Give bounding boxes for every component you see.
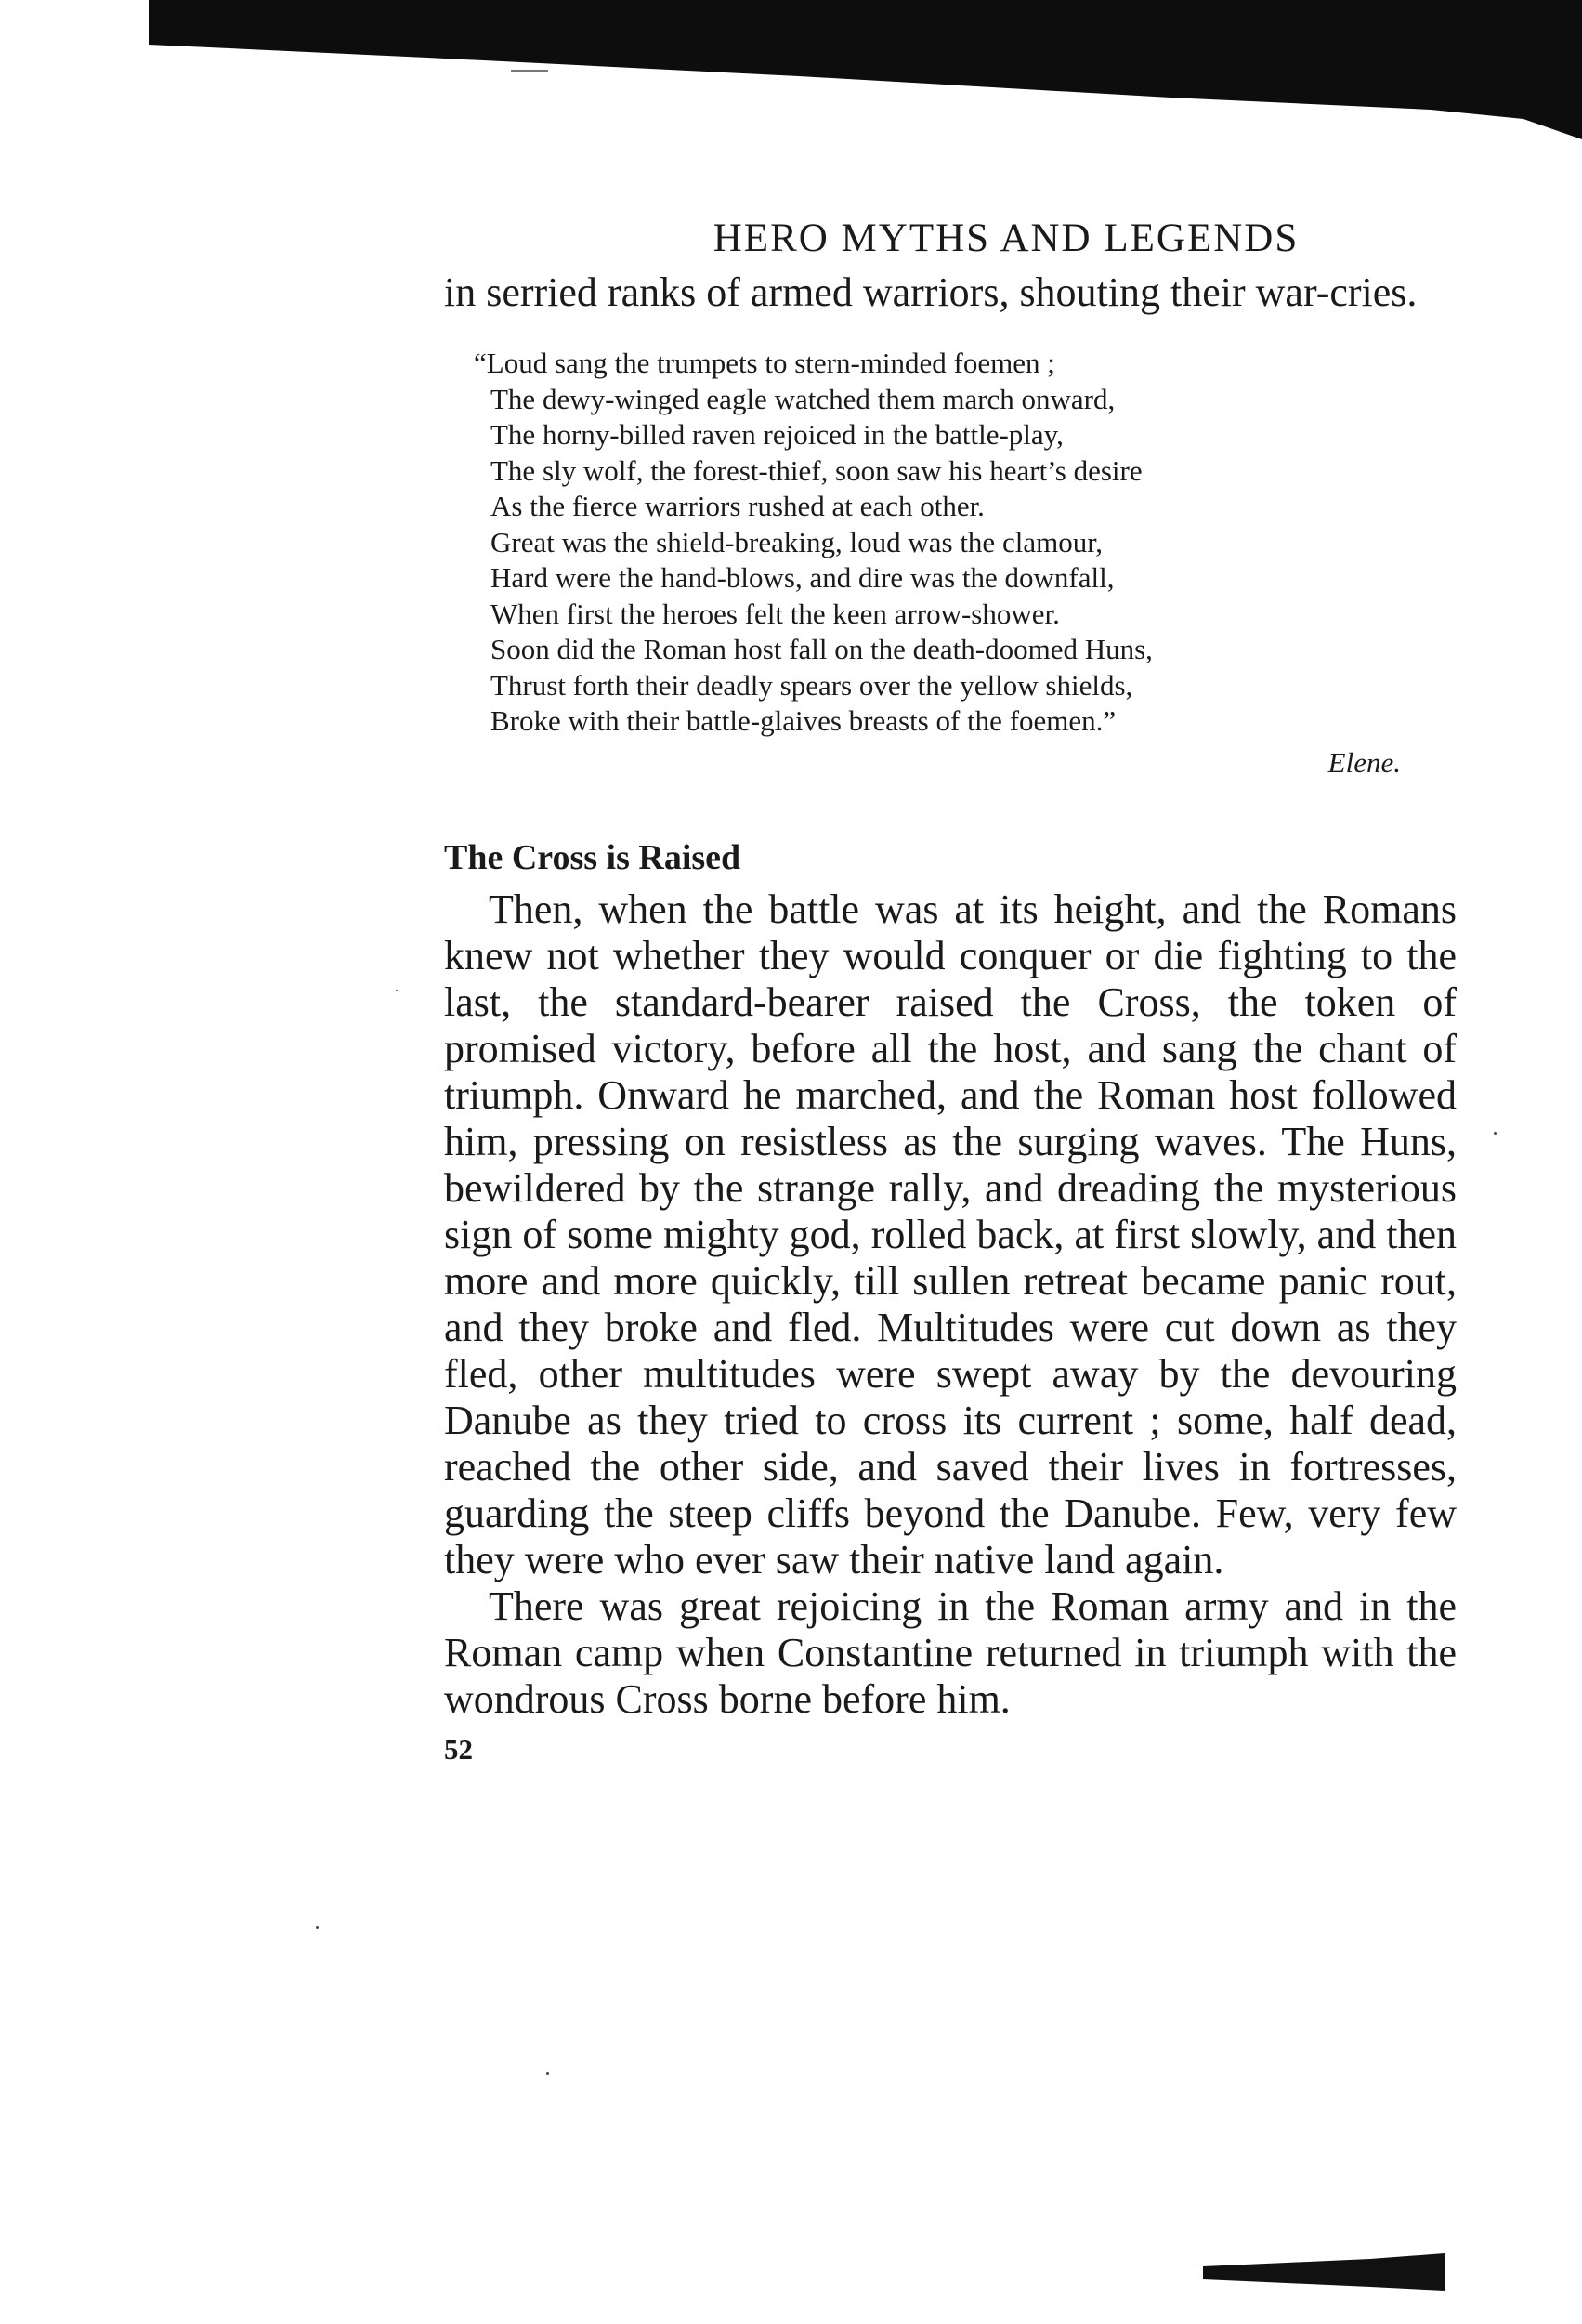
running-head: HERO MYTHS AND LEGENDS: [713, 217, 1300, 260]
scan-speck: [546, 2072, 549, 2075]
verse-quotation: [474, 346, 1457, 740]
scan-speck: [396, 990, 398, 991]
verse-line: The dewy-winged eagle watched them march onward,: [490, 382, 1116, 415]
verse-line: Hard were the hand-blows, and dire was the downfall,: [490, 561, 1115, 594]
verse-line: Broke with their battle-glaives breasts of the foemen.”: [490, 704, 1117, 737]
verse-line: Soon did the Roman host fall on the death-doomed Huns,: [490, 633, 1153, 665]
scan-edge-shadow-top: [149, 0, 1582, 139]
section-heading: The Cross is Raised: [444, 837, 741, 877]
verse-line: When first the heroes felt the keen arrow-shower.: [490, 597, 1060, 630]
verse-line: The horny-billed raven rejoiced in the battle-play,: [490, 418, 1064, 451]
book-page: [444, 216, 1457, 1767]
page-number: 52: [444, 1732, 473, 1766]
verse-line: Great was the shield-breaking, loud was the clamour,: [490, 525, 1104, 558]
verse-line: “Loud sang the trumpets to stern-minded foemen ;: [474, 347, 1055, 379]
opening-text: in serried ranks of armed warriors, shouting their war-cries.: [444, 269, 1418, 315]
scan-speck: [316, 1926, 319, 1929]
scan-speck: [1494, 1132, 1497, 1135]
verse-line: The sly wolf, the forest-thief, soon saw his heart’s desire: [490, 453, 1143, 487]
verse-line: Thrust forth their deadly spears over the yellow shields,: [490, 668, 1133, 702]
scan-edge-shadow-bottom: [1203, 2253, 1445, 2291]
body-paragraph: There was great rejoicing in the Roman army and in the Roman camp when Constantine returned in triumph with the wondrous Cross borne before him.: [444, 1582, 1457, 1722]
body-paragraph: Then, when the battle was at its height, and the Romans knew not whether they would conquer or die fighting to the last, the standard-bearer raised the Cross, the token of promised victory, before all the host, and sang the chant of triumph. Onward he marched, and the Roman host followed him, pressing on resistless as the surging waves. The Huns, bewildered by the strange rally, and dreading the mysterious sign of some mighty god, rolled back, at first slowly, and then more and more quickly, till sullen retreat became panic rout, and they broke and fled. Multitudes were cut down as they fled, other multitudes were swept away by the devouring Danube as they tried to cross its current ; some, half dead, reached the other side, and saved their lives in fortresses, guarding the steep cliffs beyond the Danube. Few, very few they were who ever saw their native land again.: [444, 886, 1457, 1582]
verse-line: As the fierce warriors rushed at each other.: [490, 490, 985, 522]
verse-source: Elene.: [1327, 745, 1401, 779]
